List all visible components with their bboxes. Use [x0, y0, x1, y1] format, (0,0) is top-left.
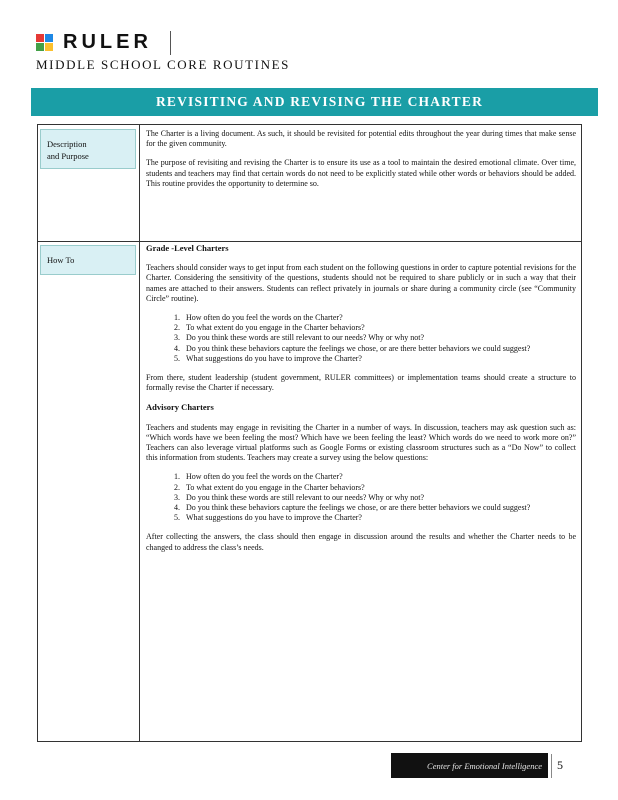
how-to-content — [146, 243, 576, 562]
advisory-heading: Advisory Charters — [146, 402, 214, 413]
list-item: 4. Do you think these behaviors capture the feelings we chose, or are there better behaviors we could suggest? — [182, 503, 576, 513]
list-item: 5. What suggestions do you have to improve the Charter? — [182, 513, 576, 523]
logo-text: RULER — [63, 30, 152, 53]
how-to-label-text: How To — [47, 255, 75, 265]
list-item: 1. How often do you feel the words on the Charter? — [182, 313, 576, 323]
footer-org-badge — [391, 753, 548, 778]
description-paragraph-1: The Charter is a living document. As such, it should be revisited for potential edits throughout the year during times that make sense for the given community. — [146, 129, 576, 149]
description-label-line1: Description — [47, 139, 87, 149]
logo-square-green — [36, 43, 44, 51]
list-item: 4. Do you think these behaviors capture the feelings we chose, or are there better behaviors we could suggest? — [182, 344, 576, 354]
grade-level-questions — [146, 313, 576, 364]
description-label — [40, 129, 136, 169]
logo-square-blue — [45, 34, 53, 42]
row-divider — [38, 241, 581, 242]
grade-level-followup: From there, student leadership (student government, RULER committees) or implementation teams should create a structure to formally revise the Charter if necessary. — [146, 373, 576, 393]
logo-squares-icon — [36, 34, 53, 51]
section-banner — [31, 88, 598, 116]
logo-square-red — [36, 34, 44, 42]
list-item: 3. Do you think these words are still relevant to our needs? Why or why not? — [182, 333, 576, 343]
page-number-divider — [551, 754, 552, 778]
list-item: 5. What suggestions do you have to improve the Charter? — [182, 354, 576, 364]
document-subtitle: MIDDLE SCHOOL CORE ROUTINES — [36, 57, 290, 72]
page-number: 5 — [557, 758, 563, 772]
how-to-label — [40, 245, 136, 275]
routine-table — [37, 124, 582, 742]
banner-title: REVISITING AND REVISING THE CHARTER — [155, 94, 484, 109]
list-item: 2. To what extent do you engage in the Charter behaviors? — [182, 323, 576, 333]
column-divider — [139, 125, 140, 741]
ruler-logo — [36, 31, 152, 53]
advisory-intro: Teachers and students may engage in revisiting the Charter in a number of ways. In discussion, teachers may ask question such as: “Which words have we been feeling the most? Which have we been feeling the least? Which words do we need to work more on?” Teachers can also leverage virtual platforms such as Google Forms or existing classroom structures such as a “Do Now” to collect this information from students. Teachers may create a survey using the below questions: — [146, 422, 576, 463]
logo-divider — [170, 31, 171, 55]
footer-org-name: Center for Emotional Intelligence — [427, 760, 542, 771]
list-item: 2. To what extent do you engage in the Charter behaviors? — [182, 483, 576, 493]
list-item: 3. Do you think these words are still relevant to our needs? Why or why not? — [182, 493, 576, 503]
description-label-line2: and Purpose — [47, 151, 89, 161]
grade-level-heading: Grade -Level Charters — [146, 243, 229, 253]
advisory-followup: After collecting the answers, the class should then engage in discussion around the results and whether the Charter needs to be changed to address the class’s needs. — [146, 532, 576, 552]
list-item: 1. How often do you feel the words on the Charter? — [182, 472, 576, 482]
grade-level-intro: Teachers should consider ways to get input from each student on the following questions in order to capture potential revisions for the Charter. Considering the sensitivity of the questions, students should not be required to share publicly or in such a way that their names are attached to their answers. Students can reflect privately in journals or share during a community circle (see “Community Circle” routine). — [146, 263, 576, 303]
logo-square-yellow — [45, 43, 53, 51]
advisory-questions — [146, 472, 576, 523]
description-content — [146, 129, 576, 198]
description-paragraph-2: The purpose of revisiting and revising the Charter is to ensure its use as a tool to maintain the desired emotional climate. Over time, students and teachers may find that certain words do not need to be explicitly stated while other words or behaviors should be added. This routine provides the opportunity to determine so. — [146, 158, 576, 188]
